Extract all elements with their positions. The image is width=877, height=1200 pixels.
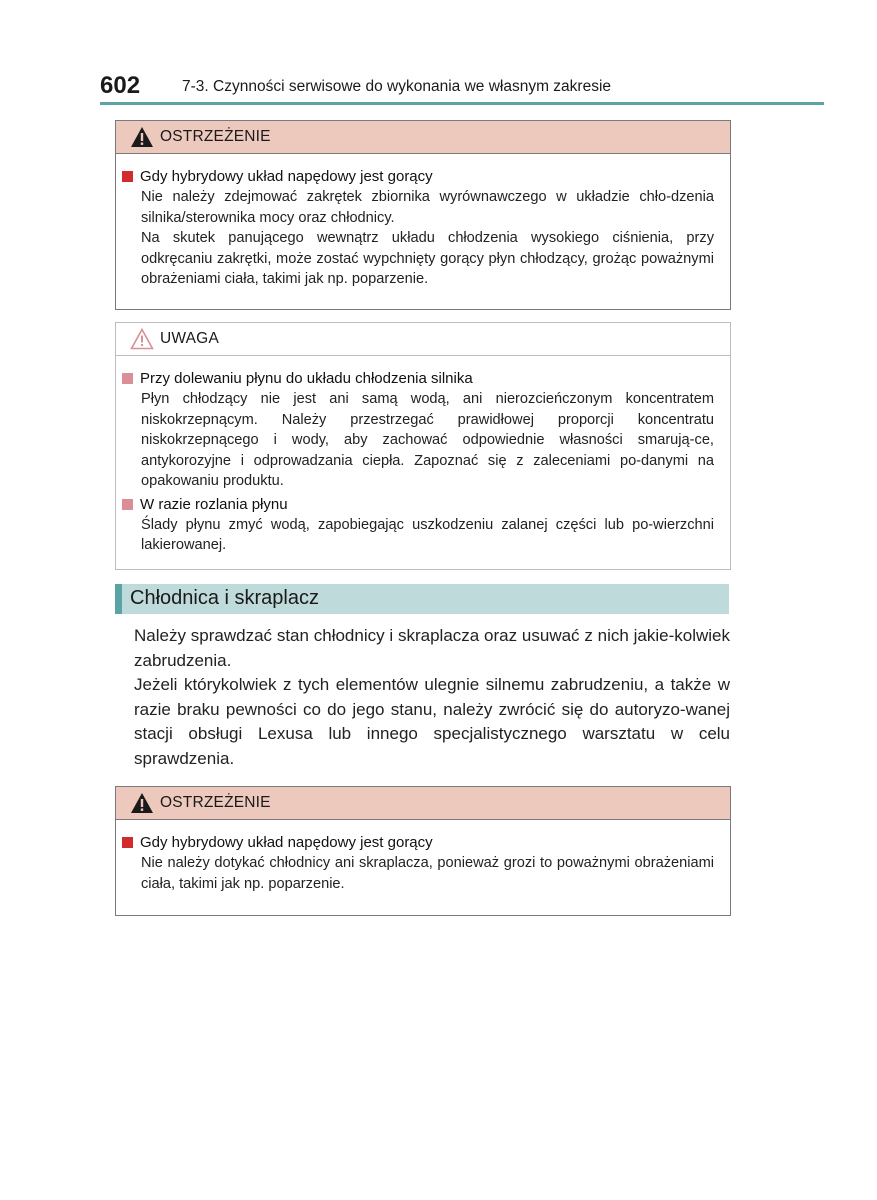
paragraph: Ślady płynu zmyć wodą, zapobiegając uszkodzeniu zalanej części lub po-wierzchni lakierowanej.	[141, 516, 714, 553]
paragraph: Na skutek panującego wewnątrz układu chłodzenia wysokiego ciśnienia, przy odkręcaniu zakrętki, może zostać wypchnięty gorący płyn chłodzący, grożąc poważnymi obrażeniami ciała, takimi jak np. poparzenie.	[141, 230, 714, 287]
pink-square-bullet-icon	[122, 499, 133, 510]
notice-label: UWAGA	[160, 330, 219, 347]
warning-item-text	[122, 187, 714, 290]
notice-item-text	[122, 389, 714, 492]
warning-box-body	[116, 154, 730, 304]
notice-item-title-text: W razie rozlania płynu	[140, 495, 288, 513]
warning-item-title-text: Gdy hybrydowy układ napędowy jest gorący	[140, 168, 433, 185]
paragraph: Należy sprawdzać stan chłodnicy i skraplacza oraz usuwać z nich jakie-kolwiek zabrudzenia.	[134, 626, 730, 670]
section-heading-bar	[115, 584, 122, 614]
red-square-bullet-icon	[122, 171, 133, 182]
warning-item-title	[122, 166, 714, 187]
warning-item	[122, 166, 714, 290]
paragraph: Płyn chłodzący nie jest ani samą wodą, ani nierozcieńczonym koncentratem niskokrzepnącym. Należy przestrzegać prawidłowej proporcji koncentratu niskokrzepnącego i wody, aby zachować odpowiednie własności smarują-ce, antykorozyjne i odprowadzania ciepła. Zapoznać się z zaleceniami po-danymi na opakowaniu produktu.	[141, 391, 714, 489]
warning-item-text	[122, 853, 714, 894]
warning-item	[122, 832, 714, 894]
warning-item-title	[122, 832, 714, 853]
warning-box-body	[116, 820, 730, 908]
notice-item-title	[122, 368, 714, 389]
warning-label: OSTRZEŻENIE	[160, 794, 271, 811]
warning-triangle-filled-icon	[130, 792, 154, 814]
notice-item-title-text: Przy dolewaniu płynu do układu chłodzenia silnika	[140, 370, 473, 387]
page-number: 602	[100, 72, 141, 99]
notice-box-header	[116, 323, 730, 356]
section-title: Chłodnica i skraplacz	[130, 587, 319, 609]
paragraph: Jeżeli którykolwiek z tych elementów ulegnie silnemu zabrudzeniu, a także w razie braku pewności co do jego stanu, należy zwrócić się do autoryzo-wanej stacji obsługi Lexusa lub innego specjalistycznego warsztatu w celu sprawdzenia.	[134, 675, 730, 768]
pink-square-bullet-icon	[122, 373, 133, 384]
warning-box-header	[116, 787, 730, 820]
header-rule	[100, 102, 824, 105]
warning-box-radiator	[115, 786, 731, 916]
notice-item-title	[122, 494, 714, 515]
warning-label: OSTRZEŻENIE	[160, 128, 271, 145]
caution-triangle-outline-icon	[130, 328, 154, 350]
chapter-title: 7-3. Czynności serwisowe do wykonania we własnym zakresie	[182, 78, 612, 95]
warning-item-title-text: Gdy hybrydowy układ napędowy jest gorący	[140, 834, 433, 851]
section-heading	[115, 584, 729, 614]
notice-box-body	[116, 356, 730, 570]
red-square-bullet-icon	[122, 837, 133, 848]
paragraph: Nie należy zdejmować zakrętek zbiornika wyrównawczego w układzie chło-dzenia silnika/sterownika mocy oraz chłodnicy.	[141, 189, 714, 226]
warning-box-header	[116, 121, 730, 154]
notice-item	[122, 368, 714, 492]
paragraph: Nie należy dotykać chłodnicy ani skraplacza, ponieważ grozi to poważnymi obrażeniami ciała, takimi jak np. poparzenie.	[141, 855, 714, 892]
notice-box-coolant	[115, 322, 731, 570]
warning-box-hot-coolant	[115, 120, 731, 310]
warning-triangle-filled-icon	[130, 126, 154, 148]
notice-item-text	[122, 515, 714, 556]
notice-item	[122, 494, 714, 556]
page-header	[100, 70, 824, 104]
section-body	[134, 624, 730, 772]
